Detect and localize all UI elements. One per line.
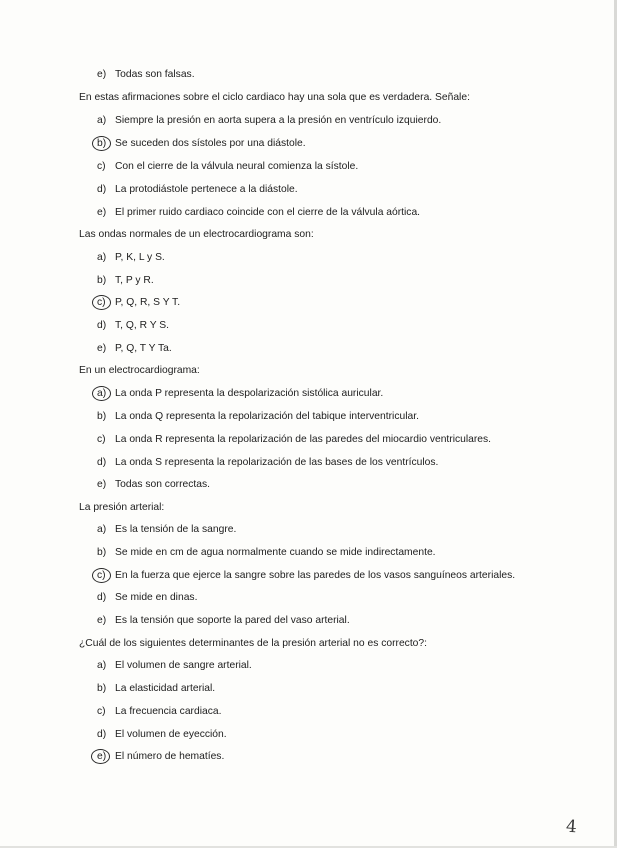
option-letter: d) xyxy=(97,457,107,468)
option-letter: d) xyxy=(97,184,107,195)
option-text: La onda P representa la despolarización sistólica auricular. xyxy=(115,388,384,399)
option-text: La protodiástole pertenece a la diástole. xyxy=(115,184,298,195)
option-letter: d) xyxy=(97,320,107,331)
option-text: P, Q, T Y Ta. xyxy=(115,343,172,354)
question-3-text: En un electrocardiograma: xyxy=(79,365,200,376)
option-text: Se mide en dinas. xyxy=(115,592,198,603)
option-text: T, Q, R Y S. xyxy=(115,320,169,331)
option-text: Es la tensión que soporte la pared del vaso arterial. xyxy=(115,615,350,626)
option-letter: e) xyxy=(97,751,107,762)
option-text: Con el cierre de la válvula neural comienza la sístole. xyxy=(115,161,359,172)
option-text: Siempre la presión en aorta supera a la presión en ventrículo izquierdo. xyxy=(115,115,442,126)
option-text: La elasticidad arterial. xyxy=(115,683,216,694)
question-5-text: ¿Cuál de los siguientes determinantes de la presión arterial no es correcto?: xyxy=(79,638,427,649)
option-text: Se suceden dos sístoles por una diástole. xyxy=(115,138,306,149)
answer-circle-mark xyxy=(92,568,111,583)
option-letter: e) xyxy=(97,615,107,626)
option-letter: b) xyxy=(97,275,107,286)
option-text: La onda S representa la repolarización de las bases de los ventrículos. xyxy=(115,457,439,468)
option-text: El número de hematíes. xyxy=(115,751,225,762)
option-letter: a) xyxy=(97,388,107,399)
option-letter: d) xyxy=(97,729,107,740)
option-letter: b) xyxy=(97,411,107,422)
option-letter: c) xyxy=(97,434,106,445)
option-text: En la fuerza que ejerce la sangre sobre las paredes de los vasos sanguíneos arteriales. xyxy=(115,570,516,581)
option-text: La onda R representa la repolarización de las paredes del miocardio ventriculares. xyxy=(115,434,492,445)
option-letter: a) xyxy=(97,524,107,535)
option-letter: b) xyxy=(97,138,107,149)
option-letter: e) xyxy=(97,69,107,80)
option-letter: e) xyxy=(97,207,107,218)
option-letter: c) xyxy=(97,706,106,717)
option-letter: b) xyxy=(97,547,107,558)
option-letter: a) xyxy=(97,252,107,263)
option-text: Es la tensión de la sangre. xyxy=(115,524,237,535)
answer-circle-mark xyxy=(92,295,111,310)
answer-circle-mark xyxy=(91,749,110,764)
option-letter: e) xyxy=(97,479,107,490)
option-text: T, P y R. xyxy=(115,275,154,286)
option-text: Se mide en cm de agua normalmente cuando se mide indirectamente. xyxy=(115,547,436,558)
option-text: P, Q, R, S Y T. xyxy=(115,297,181,308)
option-text: Todas son correctas. xyxy=(115,479,211,490)
option-text: El volumen de eyección. xyxy=(115,729,227,740)
option-letter: a) xyxy=(97,115,107,126)
option-letter: c) xyxy=(97,297,106,308)
question-2-text: Las ondas normales de un electrocardiograma son: xyxy=(79,229,314,240)
option-text: El primer ruido cardiaco coincide con el cierre de la válvula aórtica. xyxy=(115,207,421,218)
option-letter: d) xyxy=(97,592,107,603)
option-letter: e) xyxy=(97,343,107,354)
answer-circle-mark xyxy=(92,136,111,151)
question-1-text: En estas afirmaciones sobre el ciclo cardiaco hay una sola que es verdadera. Señale: xyxy=(79,92,470,103)
option-text: La frecuencia cardiaca. xyxy=(115,706,222,717)
option-letter: c) xyxy=(97,161,106,172)
option-text: El volumen de sangre arterial. xyxy=(115,660,252,671)
answer-circle-mark xyxy=(92,386,111,401)
option-letter: a) xyxy=(97,660,107,671)
option-letter: c) xyxy=(97,570,106,581)
question-4-text: La presión arterial: xyxy=(79,502,165,513)
page-number: 4 xyxy=(565,816,578,838)
option-letter: b) xyxy=(97,683,107,694)
option-text: La onda Q representa la repolarización del tabique interventricular. xyxy=(115,411,419,422)
option-text: Todas son falsas. xyxy=(115,69,195,80)
option-text: P, K, L y S. xyxy=(115,252,165,263)
